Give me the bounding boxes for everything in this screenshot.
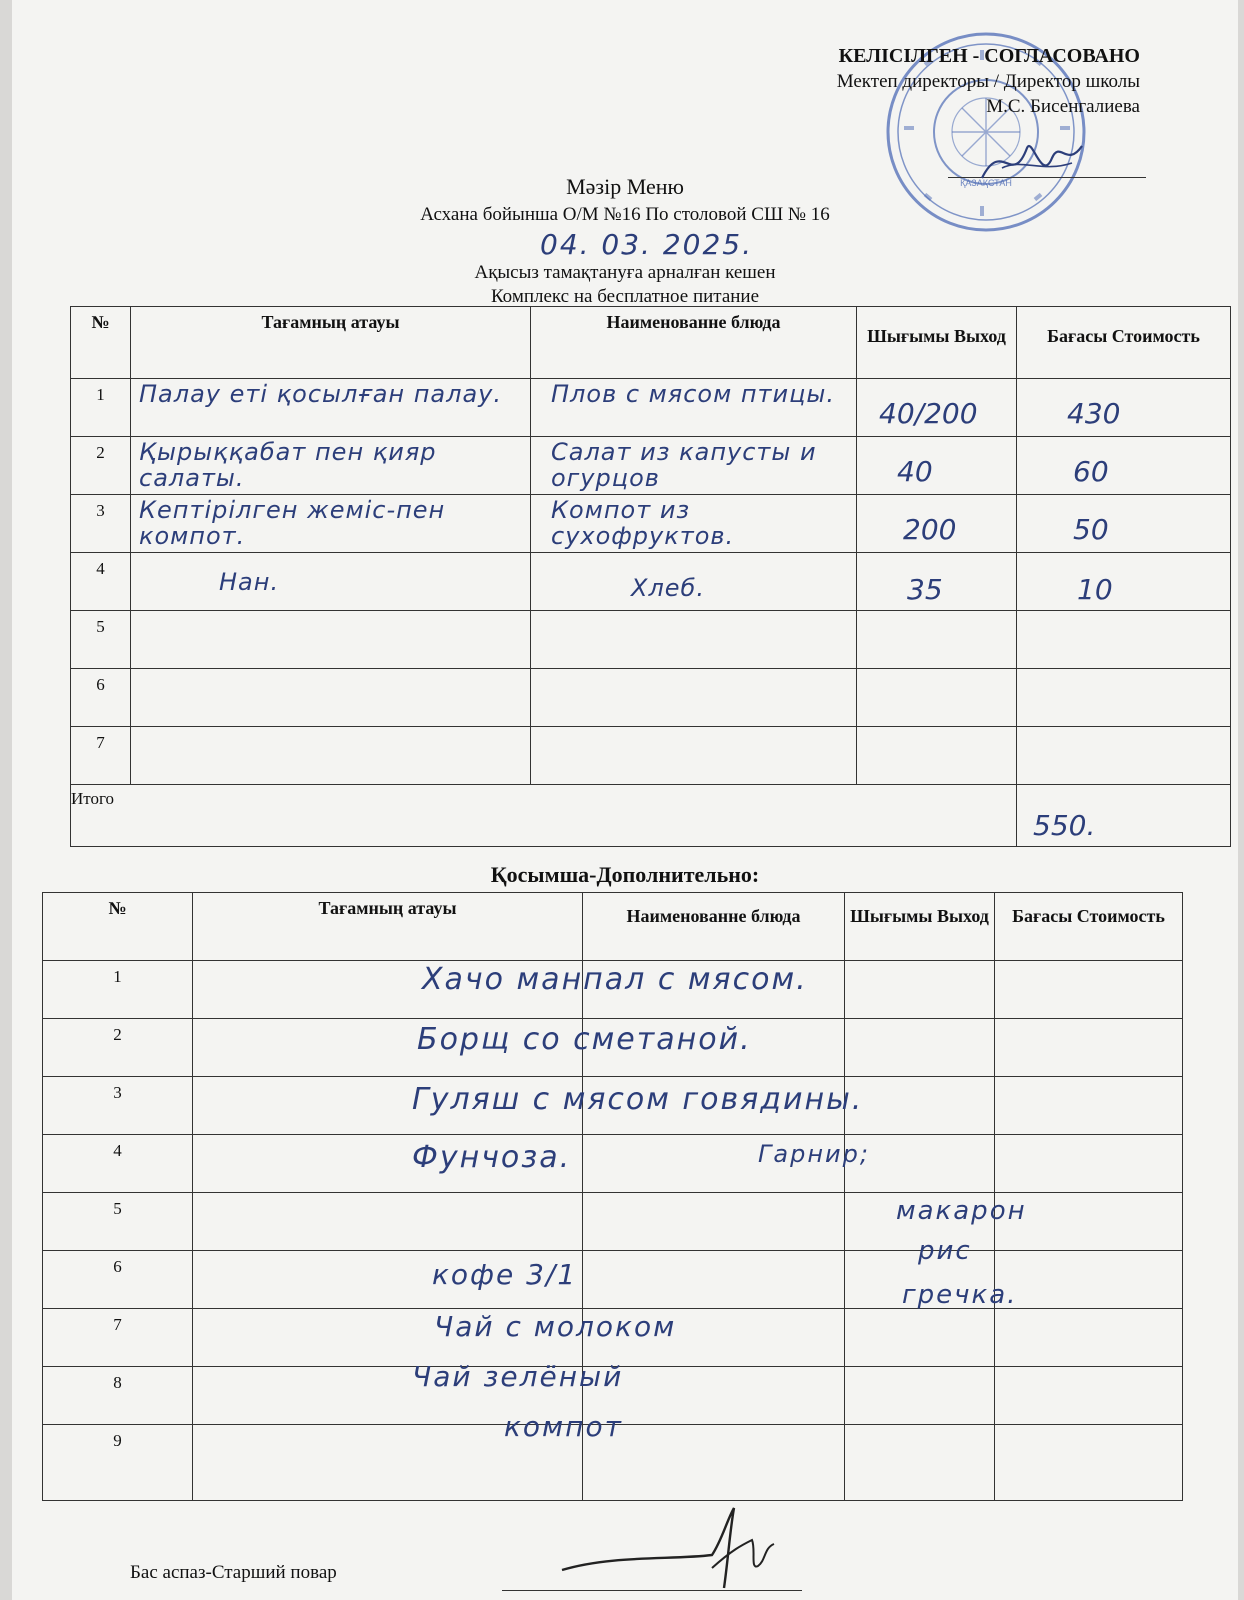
dish-price [1017,669,1231,727]
row-number: 5 [71,611,131,669]
header-yield: Шығымы Выход [857,307,1017,379]
total-label: Итого [71,785,1017,847]
dish-name-ru [531,611,857,669]
dish-yield: 40/200 [879,397,978,430]
header-price: Бағасы Стоимость [995,893,1183,961]
dish-price: 430 [1067,397,1121,430]
header-num: № [43,893,193,961]
main-menu-table [70,306,1231,847]
dish-name-ru [531,669,857,727]
table-row [71,437,1231,495]
handwritten-dish: Фунчоза. [412,1140,572,1175]
row-number: 4 [43,1135,193,1193]
handwritten-dish: компот [504,1410,623,1443]
header-name-ru: Наименованне блюда [531,307,857,379]
row-number: 7 [71,727,131,785]
dish-name-kz: Кептірілген жеміс-пен компот. [139,496,446,550]
handwritten-garnish-item: рис [918,1236,972,1266]
row-number: 8 [43,1367,193,1425]
row-number: 1 [43,961,193,1019]
dish-name-kz: Нан. [219,568,280,596]
approval-heading: КЕЛІСІЛГЕН - СОГЛАСОВАНО [838,45,1140,67]
approval-position: Мектеп директоры / Директор школы [836,71,1140,92]
row-number: 4 [71,553,131,611]
total-row [71,785,1231,847]
dish-name-ru: Хлеб. [631,574,705,602]
dish-price: 10 [1077,573,1113,606]
dish-name-ru [531,727,857,785]
document-page [12,0,1238,1600]
table-row [71,495,1231,553]
dish-price [1017,727,1231,785]
dish-price [1017,611,1231,669]
table-row [71,553,1231,611]
approval-block [12,44,1140,119]
menu-title: Мәзір Меню [566,174,684,199]
dish-yield [857,669,1017,727]
canteen-line: Асхана бойынша О/М №16 По столовой СШ № 16 [420,204,830,225]
row-number: 2 [43,1019,193,1077]
dish-name-ru: Салат из капусты и огурцов [551,438,817,492]
complex-title-kz: Ақысыз тамақтануға арналған кешен [474,262,776,283]
dish-yield: 40 [897,455,933,488]
handwritten-dish: Чай с молоком [434,1310,677,1343]
row-number: 2 [71,437,131,495]
handwritten-garnish-item: гречка. [902,1280,1018,1310]
chef-signature [552,1500,792,1595]
dish-yield [857,611,1017,669]
handwritten-dish: Борщ со сметаной. [417,1022,752,1057]
handwritten-dish: кофе 3/1 [432,1258,578,1291]
approval-name: М.С. Бисенгалиева [986,96,1140,117]
header-name-kz: Тағамның атауы [193,893,583,961]
header-yield: Шығымы Выход [845,893,995,961]
row-number: 5 [43,1193,193,1251]
row-number: 3 [43,1077,193,1135]
row-number: 7 [43,1309,193,1367]
header-name-ru: Наименованне блюда [583,893,845,961]
handwritten-dish: Хачо манпал с мясом. [422,962,808,997]
dish-yield: 35 [907,573,943,606]
row-number: 1 [71,379,131,437]
dish-name-kz [131,669,531,727]
table-row [43,1135,1183,1193]
complex-title-ru: Комплекс на бесплатное питание [490,286,760,307]
header-price: Бағасы Стоимость [1017,307,1231,379]
table-row [71,669,1231,727]
dish-name-ru: Плов с мясом птицы. [551,380,836,408]
handwritten-garnish-label: Гарнир; [758,1140,870,1168]
dish-name-kz: Қырыққабат пен қияр салаты. [139,438,437,492]
total-value: 550. [1033,809,1096,842]
dish-yield [857,727,1017,785]
row-number: 6 [43,1251,193,1309]
table-row [71,611,1231,669]
handwritten-dish: Гуляш с мясом говядины. [412,1082,864,1117]
dish-name-ru: Компот из сухофруктов. [551,496,735,550]
handwritten-garnish-item: макарон [896,1196,1027,1226]
handwritten-dish: Чай зелёный [412,1360,624,1393]
row-number: 3 [71,495,131,553]
stamp-emblem-text: ҚАЗАҚСТАН [960,178,1012,188]
table-row [71,727,1231,785]
table-header-row [71,307,1231,379]
header-num: № [71,307,131,379]
dish-name-kz: Палау еті қосылған палау. [139,380,502,408]
header-name-kz: Тағамның атауы [131,307,531,379]
row-number: 9 [43,1425,193,1501]
table-header-row [43,893,1183,961]
table-row [71,379,1231,437]
dish-price: 50 [1073,513,1109,546]
additional-title: Қосымша-Дополнительно: [490,862,760,887]
menu-date: 04. 03. 2025. [540,228,754,261]
row-number: 6 [71,669,131,727]
dish-name-kz [131,727,531,785]
chef-label: Бас аспаз-Старший повар [130,1562,337,1583]
dish-price: 60 [1073,455,1109,488]
dish-name-kz [131,611,531,669]
dish-yield: 200 [903,513,957,546]
